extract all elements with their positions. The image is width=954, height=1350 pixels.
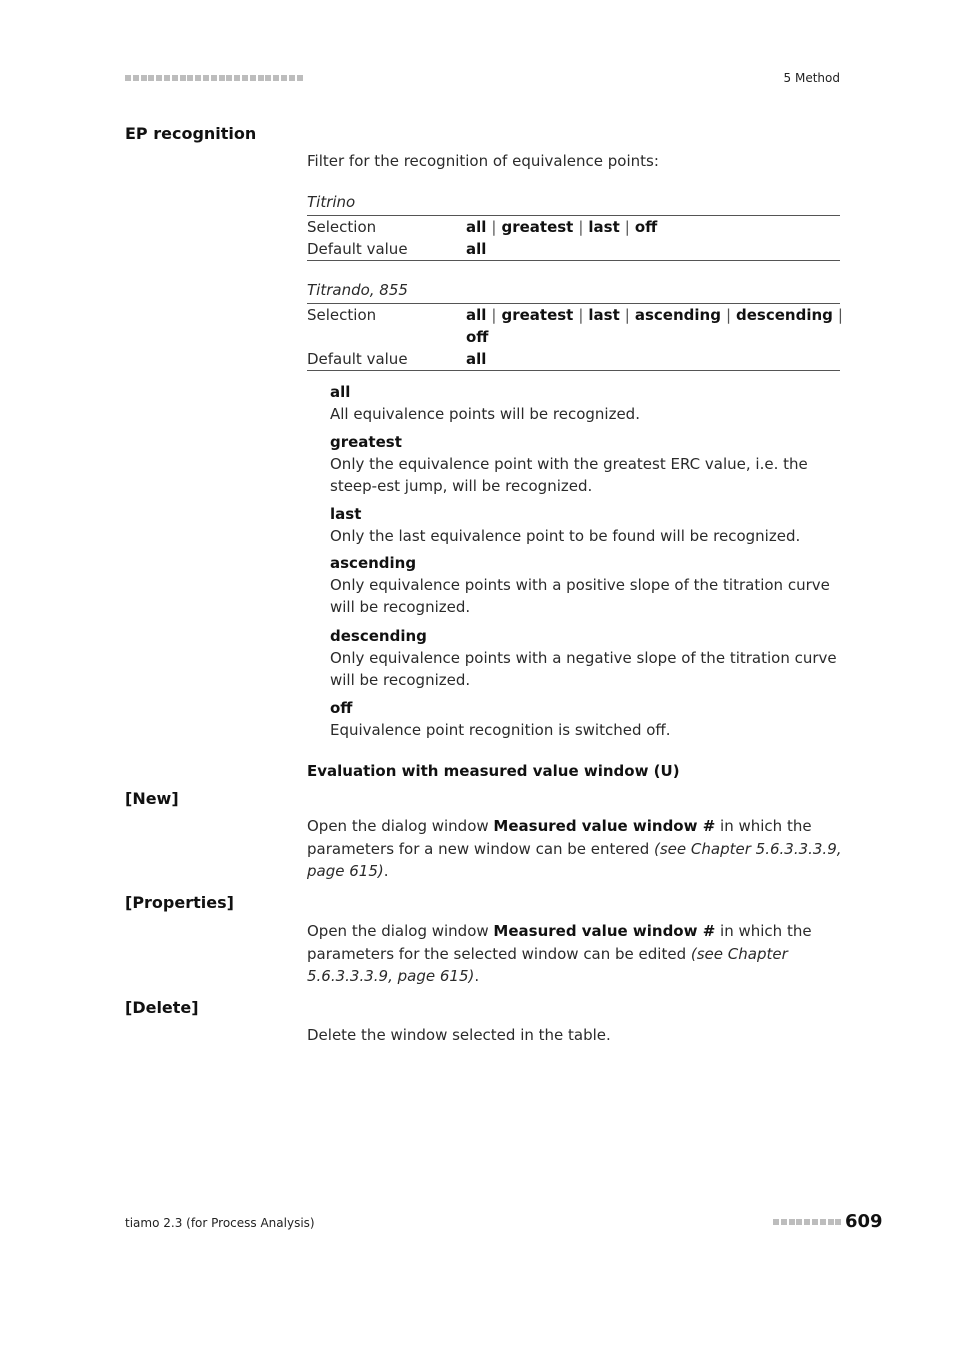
new-button-label: [New] bbox=[125, 789, 179, 808]
titrando-selection-row bbox=[307, 304, 843, 348]
evaluation-heading: Evaluation with measured value window (U) bbox=[307, 762, 680, 780]
ep-recognition-intro: Filter for the recognition of equivalence points: bbox=[307, 152, 659, 170]
titrando-selection-label: Selection bbox=[307, 306, 377, 324]
titrando-default-value: all bbox=[466, 350, 487, 368]
option-last: last Only the last equivalence point to be found will be recognized. bbox=[330, 505, 801, 545]
option-ascending: ascending Only equivalence points with a positive slope of the titration curve will be recognized. bbox=[330, 554, 830, 616]
titrando-caption: Titrando, 855 bbox=[307, 281, 408, 299]
titrando-selection-values: all | greatest | last | ascending | descending | off bbox=[466, 306, 843, 346]
delete-button-label: [Delete] bbox=[125, 998, 199, 1017]
option-off: off Equivalence point recognition is switched off. bbox=[330, 699, 671, 739]
page-number: 609 bbox=[845, 1211, 883, 1232]
titrino-default-value: all bbox=[466, 240, 487, 258]
titrino-default-label: Default value bbox=[307, 240, 408, 258]
properties-description: Open the dialog window Measured value window # in which the parameters for the selected window can be edited (see Chapter 5.6.3.3.3.9, page 615). bbox=[307, 922, 812, 985]
footer-decoration bbox=[773, 1219, 843, 1225]
titrino-table bbox=[307, 215, 840, 261]
option-descending: descending Only equivalence points with a negative slope of the titration curve will be recognized. bbox=[330, 627, 837, 689]
properties-button-label: [Properties] bbox=[125, 893, 234, 912]
titrando-default-row bbox=[307, 348, 840, 370]
titrino-caption: Titrino bbox=[307, 193, 356, 211]
option-all: all All equivalence points will be recognized. bbox=[330, 383, 640, 423]
new-description: Open the dialog window Measured value window # in which the parameters for a new window can be entered (see Chapter 5.6.3.3.3.9, page 615). bbox=[307, 817, 842, 880]
header-section: 5 Method bbox=[783, 71, 840, 85]
titrando-default-label: Default value bbox=[307, 350, 408, 368]
delete-description: Delete the window selected in the table. bbox=[307, 1026, 611, 1044]
option-greatest: greatest Only the equivalence point with the greatest ERC value, i.e. the steep-est jump, will be recognized. bbox=[330, 433, 808, 495]
titrino-selection-label: Selection bbox=[307, 218, 377, 236]
titrino-selection-row bbox=[307, 216, 840, 238]
ep-recognition-title: EP recognition bbox=[125, 124, 257, 143]
titrino-default-row bbox=[307, 238, 840, 260]
titrino-selection-values: all | greatest | last | off bbox=[466, 218, 658, 236]
footer-product: tiamo 2.3 (for Process Analysis) bbox=[125, 1216, 315, 1230]
header-decoration bbox=[125, 74, 307, 83]
titrando-table bbox=[307, 303, 843, 371]
